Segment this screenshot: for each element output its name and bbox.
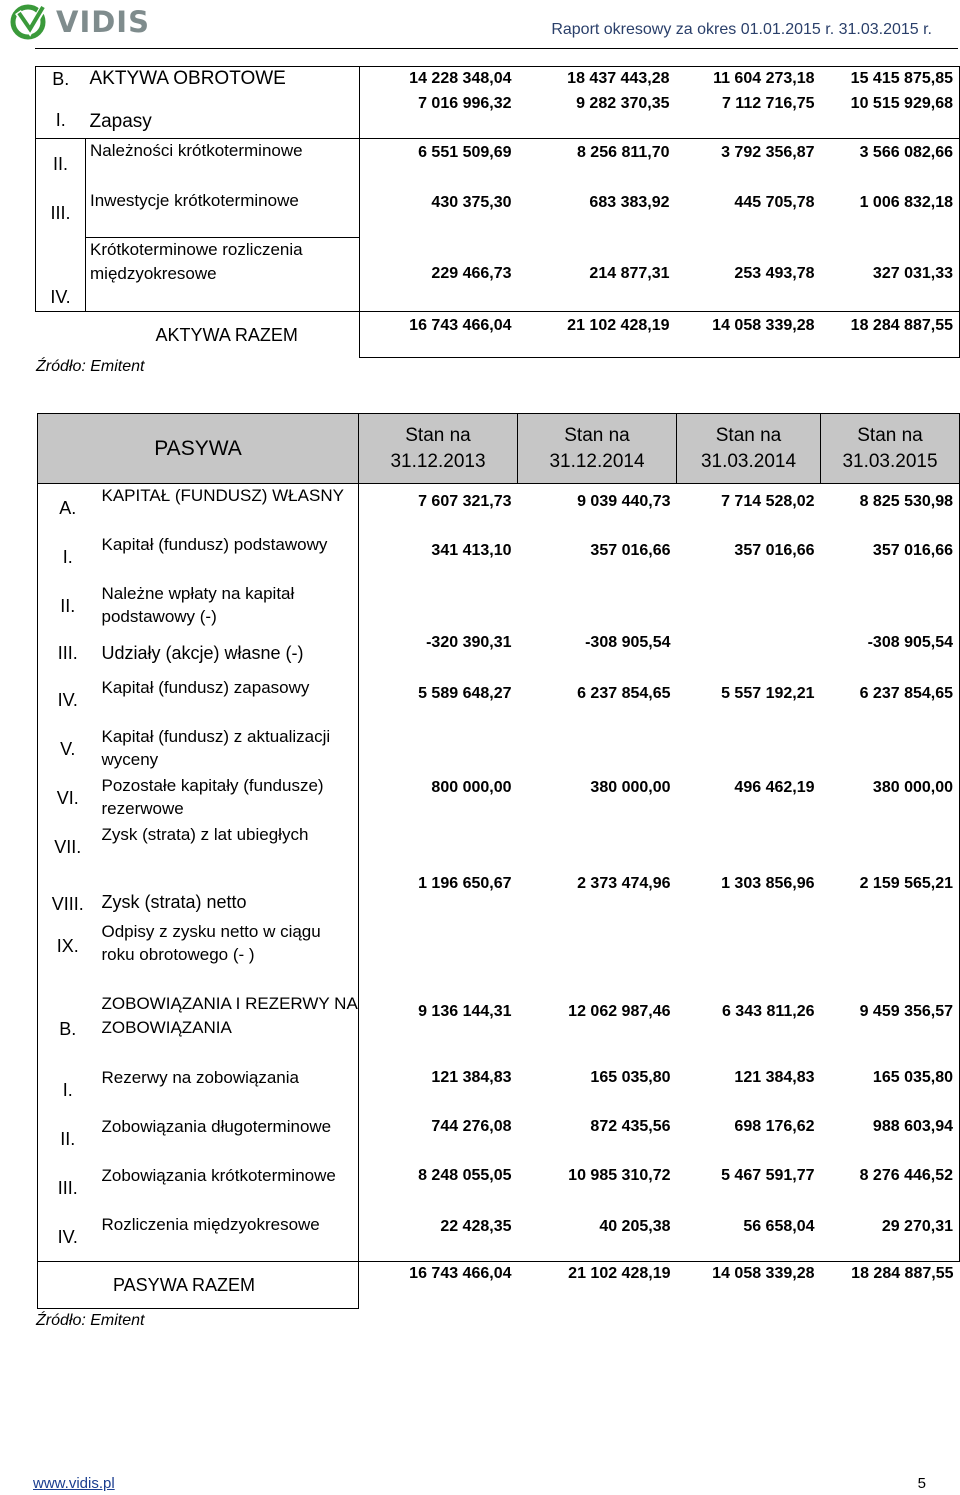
row-number: VI.: [38, 774, 98, 823]
value-cell: 8 276 446,52: [821, 1164, 960, 1213]
value-cell: 3 792 356,87: [721, 144, 815, 161]
row-label: Rezerwy na zobowiązania: [98, 1066, 359, 1115]
value-cell: 6 237 854,65: [821, 676, 960, 725]
row-label: Odpisy z zysku netto w ciągu roku obrotowego (- ): [98, 920, 359, 992]
value-cell: 29 270,31: [821, 1213, 960, 1262]
value-cell: 2 159 565,21: [821, 872, 960, 920]
row-number: II.: [36, 139, 86, 189]
header-divider: [35, 48, 958, 49]
value-cell: 8 825 530,98: [821, 484, 960, 533]
row-label: Należne wpłaty na kapitał podstawowy (-): [98, 582, 359, 631]
value-cell: 683 383,92: [589, 193, 670, 211]
value-cell: [359, 725, 518, 774]
value-cell: 698 176,62: [734, 1117, 815, 1135]
value-cell: 21 102 428,19: [518, 312, 676, 358]
value-cell: 6 237 854,65: [577, 684, 671, 702]
value-cell: 8 248 055,05: [418, 1166, 512, 1184]
value-cell: 229 466,73: [360, 238, 518, 312]
pasywa-title: PASYWA: [38, 414, 359, 484]
value-cell: [677, 920, 821, 992]
pasywa-row: [38, 1066, 960, 1115]
value-cell: 14 058 339,28: [712, 1265, 815, 1282]
aktywa-total-row: [36, 312, 960, 358]
value-cell: [677, 725, 821, 774]
value-cell: 988 603,94: [821, 1115, 960, 1164]
aktywa-total-label: AKTYWA RAZEM: [36, 312, 360, 358]
value-cell: 1 303 856,96: [721, 874, 815, 892]
value-cell: 9 282 370,35: [518, 92, 676, 139]
value-cell: [359, 823, 518, 872]
column-header: Stan na 31.03.2014: [677, 414, 821, 484]
report-title: Raport okresowy za okres 01.01.2015 r. 31.03.2015 r.: [551, 21, 932, 38]
pasywa-row: [38, 676, 960, 725]
value-cell: 6 551 509,69: [418, 144, 512, 161]
row-label: Kapitał (fundusz) z aktualizacji wyceny: [98, 725, 359, 774]
pasywa-row: [38, 872, 960, 920]
value-cell: 10 515 929,68: [821, 92, 960, 139]
value-cell: 18 284 887,55: [851, 1265, 954, 1282]
value-cell: 5 467 591,77: [721, 1166, 815, 1184]
value-cell: 7 607 321,73: [359, 484, 518, 533]
pasywa-row: [38, 484, 960, 533]
value-cell: [821, 823, 960, 872]
value-cell: 16 743 466,04: [360, 312, 518, 358]
value-cell: 357 016,66: [590, 541, 671, 559]
value-cell: [359, 920, 518, 992]
value-cell: 14 058 339,28: [676, 312, 821, 358]
value-cell: 2 373 474,96: [577, 874, 671, 892]
value-cell: 872 435,56: [590, 1117, 671, 1135]
value-cell: 18 284 887,55: [821, 312, 960, 358]
value-cell: [677, 823, 821, 872]
value-cell: 56 658,04: [677, 1213, 821, 1262]
value-cell: 40 205,38: [518, 1213, 677, 1262]
value-cell: [821, 582, 960, 631]
value-cell: 8 256 811,70: [576, 144, 670, 161]
row-number: III.: [38, 1164, 98, 1213]
row-label: Kapitał (fundusz) zapasowy: [98, 676, 359, 725]
value-cell: 380 000,00: [821, 774, 960, 823]
value-cell: 5 557 192,21: [721, 684, 815, 702]
pasywa-row: [38, 774, 960, 823]
pasywa-row: [38, 1213, 960, 1262]
value-cell: -308 905,54: [821, 631, 960, 676]
value-cell: [677, 582, 821, 631]
row-label: AKTYWA OBROTOWE: [86, 67, 360, 92]
aktywa-row: [36, 92, 960, 139]
row-label: Zapasy: [86, 92, 360, 139]
value-cell: 9 136 144,31: [418, 1002, 512, 1020]
pasywa-total-label: PASYWA RAZEM: [38, 1262, 359, 1309]
row-number: III.: [36, 189, 86, 238]
pasywa-row: [38, 920, 960, 992]
value-cell: 214 877,31: [518, 238, 676, 312]
aktywa-row: [36, 189, 960, 238]
row-number: I.: [38, 1066, 98, 1115]
row-label: Należności krótkoterminowe: [86, 139, 360, 189]
value-cell: 16 743 466,04: [409, 1265, 512, 1282]
pasywa-header-row: [38, 414, 960, 484]
value-cell: 357 016,66: [734, 541, 815, 559]
page-number: 5: [917, 1475, 926, 1492]
value-cell: 12 062 987,46: [568, 1002, 671, 1020]
value-cell: 7 714 528,02: [677, 484, 821, 533]
value-cell: 445 705,78: [734, 193, 815, 211]
vidis-logo-icon: [10, 4, 50, 40]
row-label: Pozostałe kapitały (fundusze) rezerwowe: [98, 774, 359, 823]
value-cell: [518, 823, 677, 872]
pasywa-row: [38, 992, 960, 1066]
value-cell: 357 016,66: [821, 533, 960, 582]
row-label: Udziały (akcje) własne (-): [98, 631, 359, 676]
value-cell: -308 905,54: [585, 633, 671, 651]
value-cell: 1 006 832,18: [821, 189, 960, 238]
value-cell: 165 035,80: [590, 1068, 671, 1086]
value-cell: 800 000,00: [431, 778, 512, 796]
value-cell: 14 228 348,04: [360, 67, 518, 92]
aktywa-row: [36, 238, 960, 312]
row-number: V.: [38, 725, 98, 774]
value-cell: [359, 582, 518, 631]
row-number: VIII.: [38, 872, 98, 920]
row-number: IX.: [38, 920, 98, 992]
row-label: Zobowiązania długoterminowe: [98, 1115, 359, 1164]
aktywa-row: [36, 67, 960, 92]
logo-text: VIDIS: [56, 5, 150, 39]
row-label: ZOBOWIĄZANIA I REZERWY NA ZOBOWIĄZANIA: [98, 992, 359, 1066]
aktywa-row: [36, 139, 960, 189]
value-cell: 7 016 996,32: [360, 92, 518, 139]
pasywa-row: [38, 533, 960, 582]
value-cell: 11 604 273,18: [676, 67, 821, 92]
value-cell: [821, 920, 960, 992]
value-cell: 15 415 875,85: [821, 67, 960, 92]
pasywa-row: [38, 582, 960, 631]
row-number: IV.: [38, 1213, 98, 1262]
logo: [10, 2, 150, 42]
row-number: II.: [38, 582, 98, 631]
row-number: III.: [38, 631, 98, 676]
row-label: Rozliczenia międzyokresowe: [98, 1213, 359, 1262]
column-header: Stan na 31.12.2014: [518, 414, 677, 484]
row-number: B.: [36, 67, 86, 92]
pasywa-row: [38, 1115, 960, 1164]
value-cell: 1 196 650,67: [418, 874, 512, 892]
aktywa-table: [35, 66, 960, 358]
pasywa-total-row: [38, 1262, 960, 1309]
value-cell: 496 462,19: [734, 778, 815, 796]
value-cell: 341 413,10: [431, 541, 512, 559]
row-number: I.: [36, 92, 86, 139]
row-number: I.: [38, 533, 98, 582]
value-cell: 744 276,08: [431, 1117, 512, 1135]
pasywa-source: Źródło: Emitent: [36, 1312, 145, 1329]
value-cell: [821, 725, 960, 774]
row-label: Zobowiązania krótkoterminowe: [98, 1164, 359, 1213]
row-label: Kapitał (fundusz) podstawowy: [98, 533, 359, 582]
value-cell: [518, 582, 677, 631]
row-number: VII.: [38, 823, 98, 872]
value-cell: 18 437 443,28: [518, 67, 676, 92]
aktywa-source: Źródło: Emitent: [36, 358, 145, 375]
pasywa-row: [38, 631, 960, 676]
value-cell: 165 035,80: [821, 1066, 960, 1115]
value-cell: 9 459 356,57: [821, 992, 960, 1066]
row-number: B.: [38, 992, 98, 1066]
value-cell: 380 000,00: [590, 778, 671, 796]
value-cell: 253 493,78: [676, 238, 821, 312]
row-number: IV.: [36, 238, 86, 312]
row-label: Krótkoterminowe rozliczenia międzyokresowe: [86, 238, 360, 312]
value-cell: 327 031,33: [821, 238, 960, 312]
pasywa-row: [38, 1164, 960, 1213]
value-cell: 22 428,35: [359, 1213, 518, 1262]
value-cell: 6 343 811,26: [721, 1002, 815, 1020]
pasywa-row: [38, 725, 960, 774]
row-label: Zysk (strata) z lat ubiegłych: [98, 823, 359, 872]
row-number: IV.: [38, 676, 98, 725]
value-cell: 430 375,30: [431, 193, 512, 211]
value-cell: 7 112 716,75: [676, 92, 821, 139]
value-cell: 10 985 310,72: [568, 1166, 671, 1184]
value-cell: [518, 920, 677, 992]
value-cell: -320 390,31: [426, 633, 512, 651]
row-label: Inwestycje krótkoterminowe: [86, 189, 360, 238]
value-cell: [677, 631, 821, 676]
footer-link[interactable]: www.vidis.pl: [33, 1475, 115, 1492]
value-cell: [518, 725, 677, 774]
column-header: Stan na 31.12.2013: [359, 414, 518, 484]
value-cell: 3 566 082,66: [821, 139, 960, 189]
value-cell: 5 589 648,27: [418, 684, 512, 702]
row-number: A.: [38, 484, 98, 533]
value-cell: 9 039 440,73: [518, 484, 677, 533]
row-label: KAPITAŁ (FUNDUSZ) WŁASNY: [98, 484, 359, 533]
pasywa-table: [37, 413, 960, 1309]
column-header: Stan na 31.03.2015: [821, 414, 960, 484]
value-cell: 21 102 428,19: [568, 1265, 671, 1282]
row-number: II.: [38, 1115, 98, 1164]
pasywa-row: [38, 823, 960, 872]
row-label: Zysk (strata) netto: [98, 872, 359, 920]
value-cell: 121 384,83: [431, 1068, 512, 1086]
value-cell: 121 384,83: [734, 1068, 815, 1086]
